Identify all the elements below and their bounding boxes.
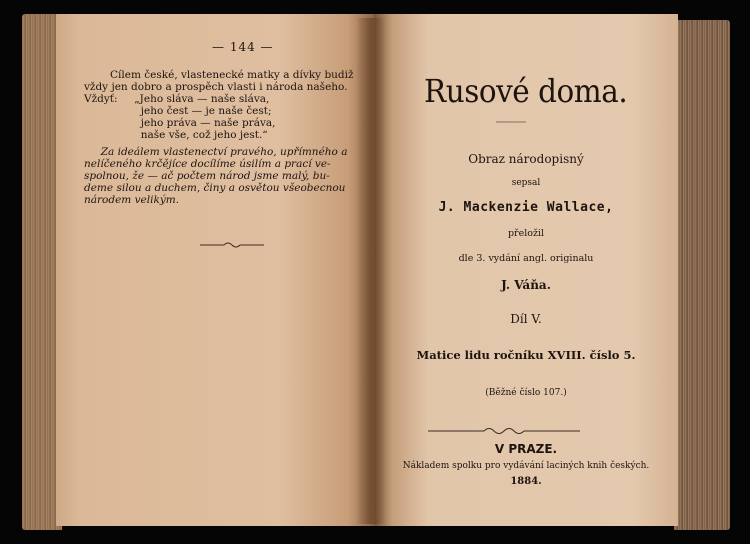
text-line: Vždyť: „Jeho sláva — naše sláva, (84, 93, 270, 105)
right-page-edges (674, 20, 730, 530)
series-info: Matice lidu ročníku XVIII. číslo 5. (416, 348, 636, 362)
poem-paragraph (84, 69, 354, 141)
text-line: naše vše, což jeho jest.“ (84, 129, 268, 141)
text-line: nelíčeného krčějíce docílíme úsilím a prací ve- (84, 158, 331, 170)
right-ornament (428, 426, 580, 436)
subtitle: Obraz národopisný (468, 152, 584, 166)
translated-by-label: přeložil (507, 228, 545, 239)
title-rule (496, 120, 526, 124)
publication-place: V PRAZE. (494, 442, 558, 456)
edition-note: dle 3. vydání angl. originalu (458, 253, 594, 264)
page-number: — 144 — (212, 40, 274, 54)
text-line: národem velikým. (84, 194, 180, 206)
translator-name: J. Váňa. (501, 278, 551, 292)
written-by-label: sepsal (511, 178, 541, 188)
text-line: Za ideálem vlastenectví pravého, upřímného a (84, 146, 348, 158)
text-line: Cílem české, vlastenecké matky a dívky budiž (110, 69, 354, 81)
text-line: vždy jen dobro a prospěch vlasti i národa našeho. (84, 81, 348, 93)
text-line: deme silou a duchem, činy a osvětou všeobecnou (84, 182, 346, 194)
author-name: J. Mackenzie Wallace, (438, 200, 614, 215)
left-ornament (200, 240, 264, 250)
publisher-line: Nákladem spolku pro vydávání laciných knih českých. (402, 461, 650, 471)
publication-year: 1884. (510, 476, 542, 487)
italic-paragraph (84, 146, 347, 206)
volume-part: Díl V. (510, 312, 542, 326)
serial-number: (Běžné číslo 107.) (485, 388, 567, 398)
text-line: spolnou, že — ač počtem národ jsme malý, bu- (84, 170, 330, 182)
text-line: jeho čest — je naše čest; (84, 105, 272, 117)
text-line: jeho práva — naše práva, (84, 117, 276, 129)
book-title: Rusové doma. (424, 72, 628, 110)
